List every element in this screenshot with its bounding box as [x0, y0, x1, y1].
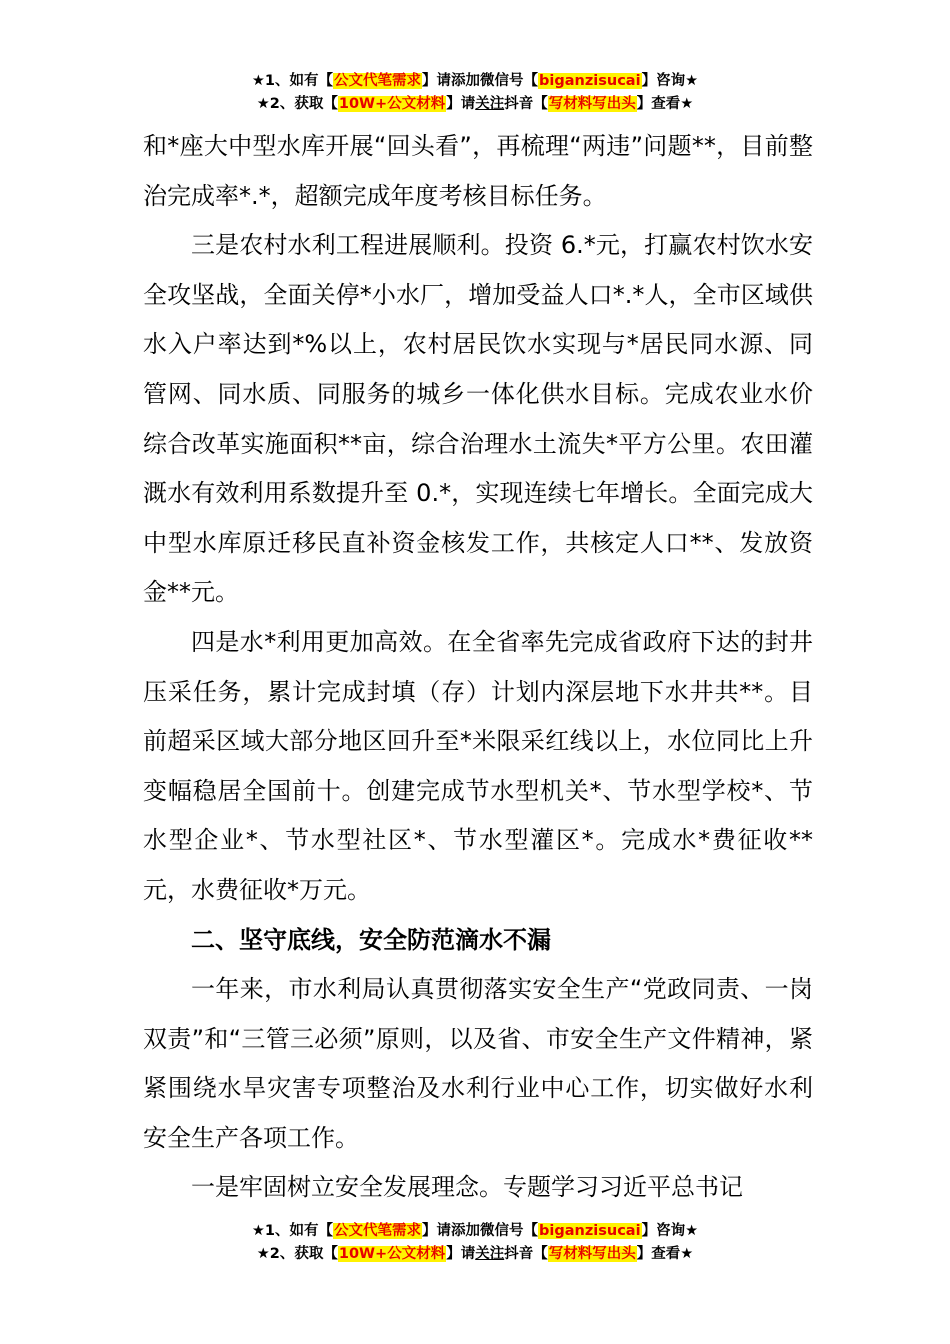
- highlight-douyin: 写材料写出头: [548, 1246, 636, 1262]
- highlight-douyin: 写材料写出头: [548, 96, 636, 112]
- highlight-materials: 10W+公文材料: [338, 96, 446, 112]
- paragraph-rural-water: 三是农村水利工程进展顺利。投资 6.*元，打赢农村饮水安全攻坚战，全面关停*小水厂，增加受益人口*.*人，全市区域供水入户率达到*%以上，农村居民饮水实现与*居民同水源、同管网、同水质、同服务的城乡一体化供水目标。完成农业水价综合改革实施面积**亩，综合治理水土流失*平方公里。农田灌溉水有效利用系数提升至 0.*，实现连续七年增长。全面完成大中型水库原迁移民直补资金核发工作，共核定人口**、发放资金**元。: [143, 231, 813, 607]
- banner-line-2: ★2、获取【10W+公文材料】请关注抖音【写材料写出头】查看★: [256, 1246, 694, 1262]
- highlight-ghostwriting: 公文代笔需求: [334, 1223, 422, 1239]
- banner-line-1: ★1、如有【公文代笔需求】请添加微信号【biganzisucai】咨询★: [251, 73, 699, 89]
- section-heading: 二、坚守底线，安全防范滴水不漏: [191, 925, 551, 954]
- header-banner: [0, 70, 950, 116]
- paragraph-continued: 和*座大中型水库开展“回头看”，再梳理“两违”问题**，目前整治完成率*.*，超额完成年度考核目标任务。: [143, 132, 813, 210]
- document-body: [143, 122, 813, 1213]
- paragraph-safety-concept: 一是牢固树立安全发展理念。专题学习习近平总书记: [191, 1173, 743, 1202]
- paragraph-safety-summary: 一年来，市水利局认真贯彻落实安全生产“党政同责、一岗双责”和“三管三必须”原则，以及省、市安全生产文件精神，紧紧围绕水旱灾害专项整治及水利行业中心工作，切实做好水利安全生产各项工作。: [143, 975, 813, 1152]
- banner-line-2: ★2、获取【10W+公文材料】请关注抖音【写材料写出头】查看★: [256, 96, 694, 112]
- banner-line-1: ★1、如有【公文代笔需求】请添加微信号【biganzisucai】咨询★: [251, 1223, 699, 1239]
- highlight-ghostwriting: 公文代笔需求: [334, 73, 422, 89]
- paragraph-water-use: 四是水*利用更加高效。在全省率先完成省政府下达的封井压采任务，累计完成封填（存）计划内深层地下水井共**。目前超采区域大部分地区回升至*米限采红线以上，水位同比上升变幅稳居全国前十。创建完成节水型机关*、节水型学校*、节水型企业*、节水型社区*、节水型灌区*。完成水*费征收**元，水费征收*万元。: [143, 627, 813, 904]
- footer-banner: [0, 1220, 950, 1266]
- highlight-materials: 10W+公文材料: [338, 1246, 446, 1262]
- highlight-wechat-id: biganzisucai: [539, 1223, 641, 1239]
- highlight-wechat-id: biganzisucai: [539, 73, 641, 89]
